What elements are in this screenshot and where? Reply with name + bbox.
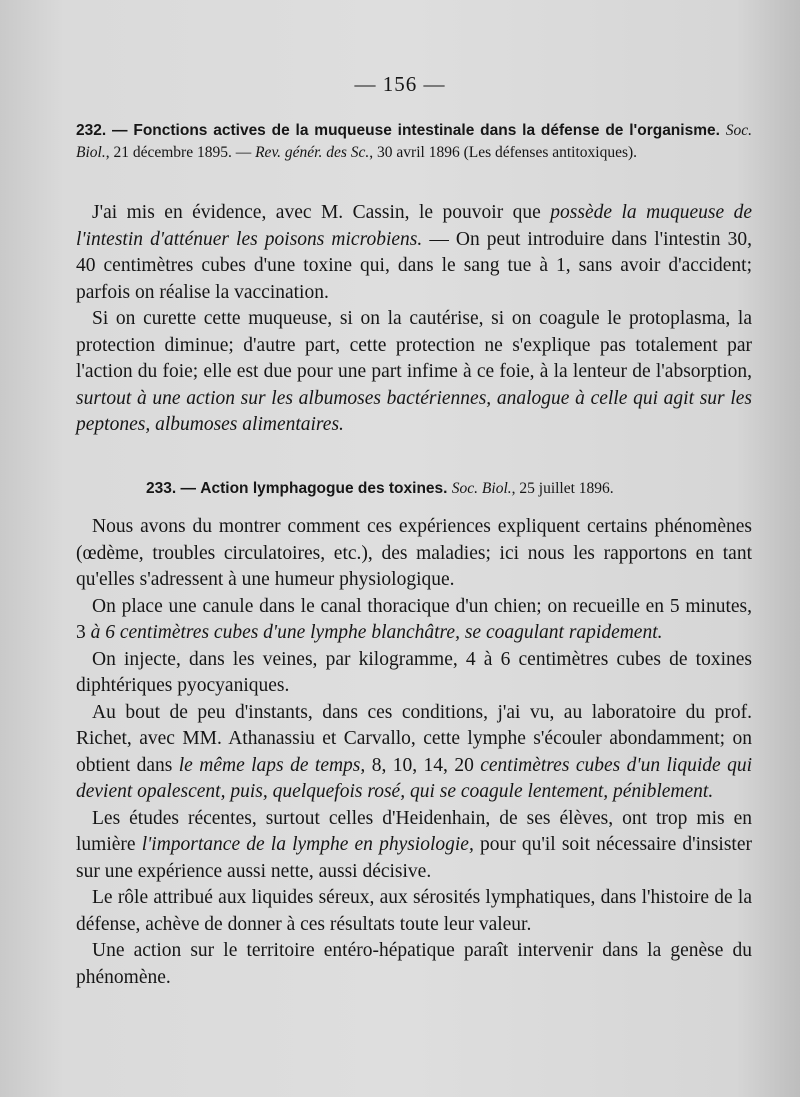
- entry-venue: Soc. Biol.: [76, 122, 753, 161]
- entry-date: , 21 décembre 1895. —: [105, 144, 256, 161]
- entry-date-2: , 30 avril 1896 (Les défenses antitoxiques).: [369, 144, 638, 161]
- entry-number: 233.: [146, 480, 177, 497]
- body-text: On place une canule dans le canal thoracique d'un chien; on recueille en 5 minutes, 3: [76, 595, 752, 643]
- entry-venue: Soc. Biol.: [451, 480, 512, 497]
- body-paragraph: [76, 200, 752, 306]
- body-paragraph: [76, 647, 752, 700]
- italic-text: le même laps de temps,: [178, 754, 366, 776]
- italic-text: l'importance de la lymphe en physiologie,: [141, 834, 474, 855]
- entry-title: Action lymphagogue des toxines.: [200, 480, 448, 497]
- entry-dash: —: [112, 122, 128, 139]
- body-paragraph: [76, 938, 752, 991]
- body-paragraph: [76, 885, 752, 938]
- body-text: J'ai mis en évidence, avec M. Cassin, le pouvoir que: [92, 202, 551, 223]
- body-paragraph: [76, 700, 752, 806]
- italic-text: possède la muqueuse de l'intestin d'atténuer les poisons microbiens.: [76, 202, 752, 250]
- body-text: Au bout de peu d'instants, dans ces conditions, j'ai vu, au laboratoire du prof. Richet, avec MM. Athanassiu et Carvallo, cette lymphe s'écouler abondamment; on obtient dans: [76, 701, 752, 776]
- page-number: — 156 —: [354, 72, 446, 96]
- body-text: — On peut introduire dans l'intestin 30, 40 centimètres cubes d'une toxine qui, dans le sang tue à 1, sans avoir d'accident; parfois on réalise la vaccination.: [76, 228, 752, 303]
- reference-entry-233: [146, 478, 746, 500]
- italic-text: à 6 centimètres cubes d'une lymphe blanchâtre, se coagulant rapidement.: [90, 622, 663, 643]
- body-paragraph: [76, 806, 752, 886]
- body-text: Les études récentes, surtout celles d'Heidenhain, de ses élèves, ont trop mis en lumière: [76, 807, 752, 855]
- entry-venue-2: Rev. génér. des Sc.: [255, 144, 370, 161]
- reference-entry-232: [76, 120, 752, 164]
- body-text: pour qu'il soit nécessaire d'insister sur une expérience aussi nette, aussi décisive.: [76, 834, 752, 882]
- entry-dash: —: [180, 480, 196, 497]
- body-text: Si on curette cette muqueuse, si on la cautérise, si on coagule le protoplasma, la protection diminue; d'autre part, cette protection ne s'explique pas totalement par l'action du foie; elle est due pour une part infime à ce foie, à la lenteur de l'absorption,: [76, 308, 752, 382]
- italic-text: centimètres cubes d'un liquide qui devient opalescent, puis, quelquefois rosé, qui se coagule lentement, péniblement.: [76, 754, 752, 802]
- body-paragraph: [76, 514, 752, 594]
- body-paragraph: [76, 306, 752, 439]
- italic-text: surtout à une action sur les albumoses bactériennes, analogue à celle qui agit sur les peptones, albumoses alimentaires.: [76, 387, 752, 435]
- entry-title: Fonctions actives de la muqueuse intestinale dans la défense de l'organisme.: [133, 122, 720, 139]
- entry-233-body: [76, 514, 752, 991]
- body-text: 8, 10, 14, 20: [365, 754, 481, 776]
- body-text: On injecte, dans les veines, par kilogramme, 4 à 6 centimètres cubes de toxines diphtériques pyocyaniques.: [76, 648, 752, 696]
- entry-number: 232.: [76, 122, 107, 139]
- entry-date: , 25 juillet 1896.: [511, 480, 614, 497]
- entry-232-body: [76, 200, 752, 439]
- body-text: Le rôle attribué aux liquides séreux, aux sérosités lymphatiques, dans l'histoire de la défense, achève de donner à ces résultats toute leur valeur.: [76, 887, 752, 935]
- body-text: Nous avons du montrer comment ces expériences expliquent certains phénomènes (œdème, troubles circulatoires, etc.), des maladies; ici nous les rapportons en tant qu'elles s'adressent à une humeur physiologique.: [76, 516, 752, 590]
- body-paragraph: [76, 594, 752, 647]
- body-text: Une action sur le territoire entéro-hépatique paraît intervenir dans la genèse du phénomène.: [76, 940, 752, 988]
